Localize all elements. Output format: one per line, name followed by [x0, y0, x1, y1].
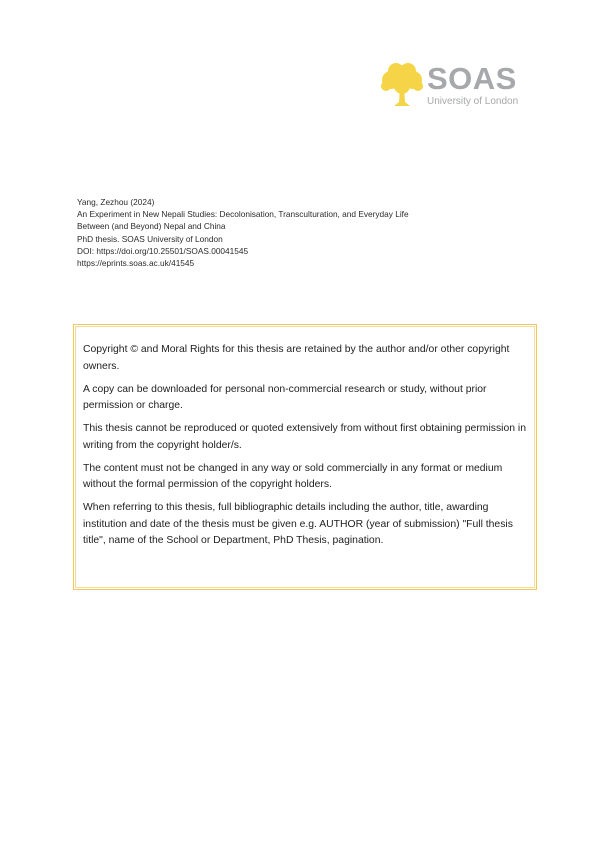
citation-block [77, 196, 517, 269]
logo-wordmark: SOAS [427, 61, 517, 96]
citation-doi[interactable]: DOI: https://doi.org/10.25501/SOAS.00041545 [77, 245, 249, 256]
rights-paragraph: When referring to this thesis, full bibliographic details including the author, title, awarding institution and date of the thesis must be given e.g. AUTHOR (year of submission) "Full thesis title", name of the School or Department, PhD Thesis, pagination. [83, 502, 513, 546]
rights-paragraph: A copy can be downloaded for personal non-commercial research or study, without prior permission or charge. [83, 383, 487, 411]
soas-logo [380, 62, 530, 112]
citation-url[interactable]: https://eprints.soas.ac.uk/41545 [77, 258, 195, 269]
citation-title-line-1: An Experiment in New Nepali Studies: Decolonisation, Transculturation, and Everyday Life [77, 209, 409, 220]
rights-paragraph: Copyright © and Moral Rights for this thesis are retained by the author and/or other copyright owners. [83, 344, 510, 372]
tree-icon [380, 62, 424, 108]
rights-notice-box [73, 324, 537, 590]
citation-author-year: Yang, Zezhou (2024) [77, 197, 155, 207]
logo-subtitle: University of London [427, 96, 519, 107]
rights-notice-text [83, 342, 533, 556]
citation-thesis-info: PhD thesis. SOAS University of London [77, 233, 223, 244]
rights-paragraph: This thesis cannot be reproduced or quoted extensively from without first obtaining permission in writing from the copyright holder/s. [83, 423, 526, 451]
rights-paragraph: The content must not be changed in any way or sold commercially in any format or medium without the formal permission of the copyright holders. [83, 462, 503, 490]
citation-title-line-2: Between (and Beyond) Nepal and China [77, 221, 226, 232]
